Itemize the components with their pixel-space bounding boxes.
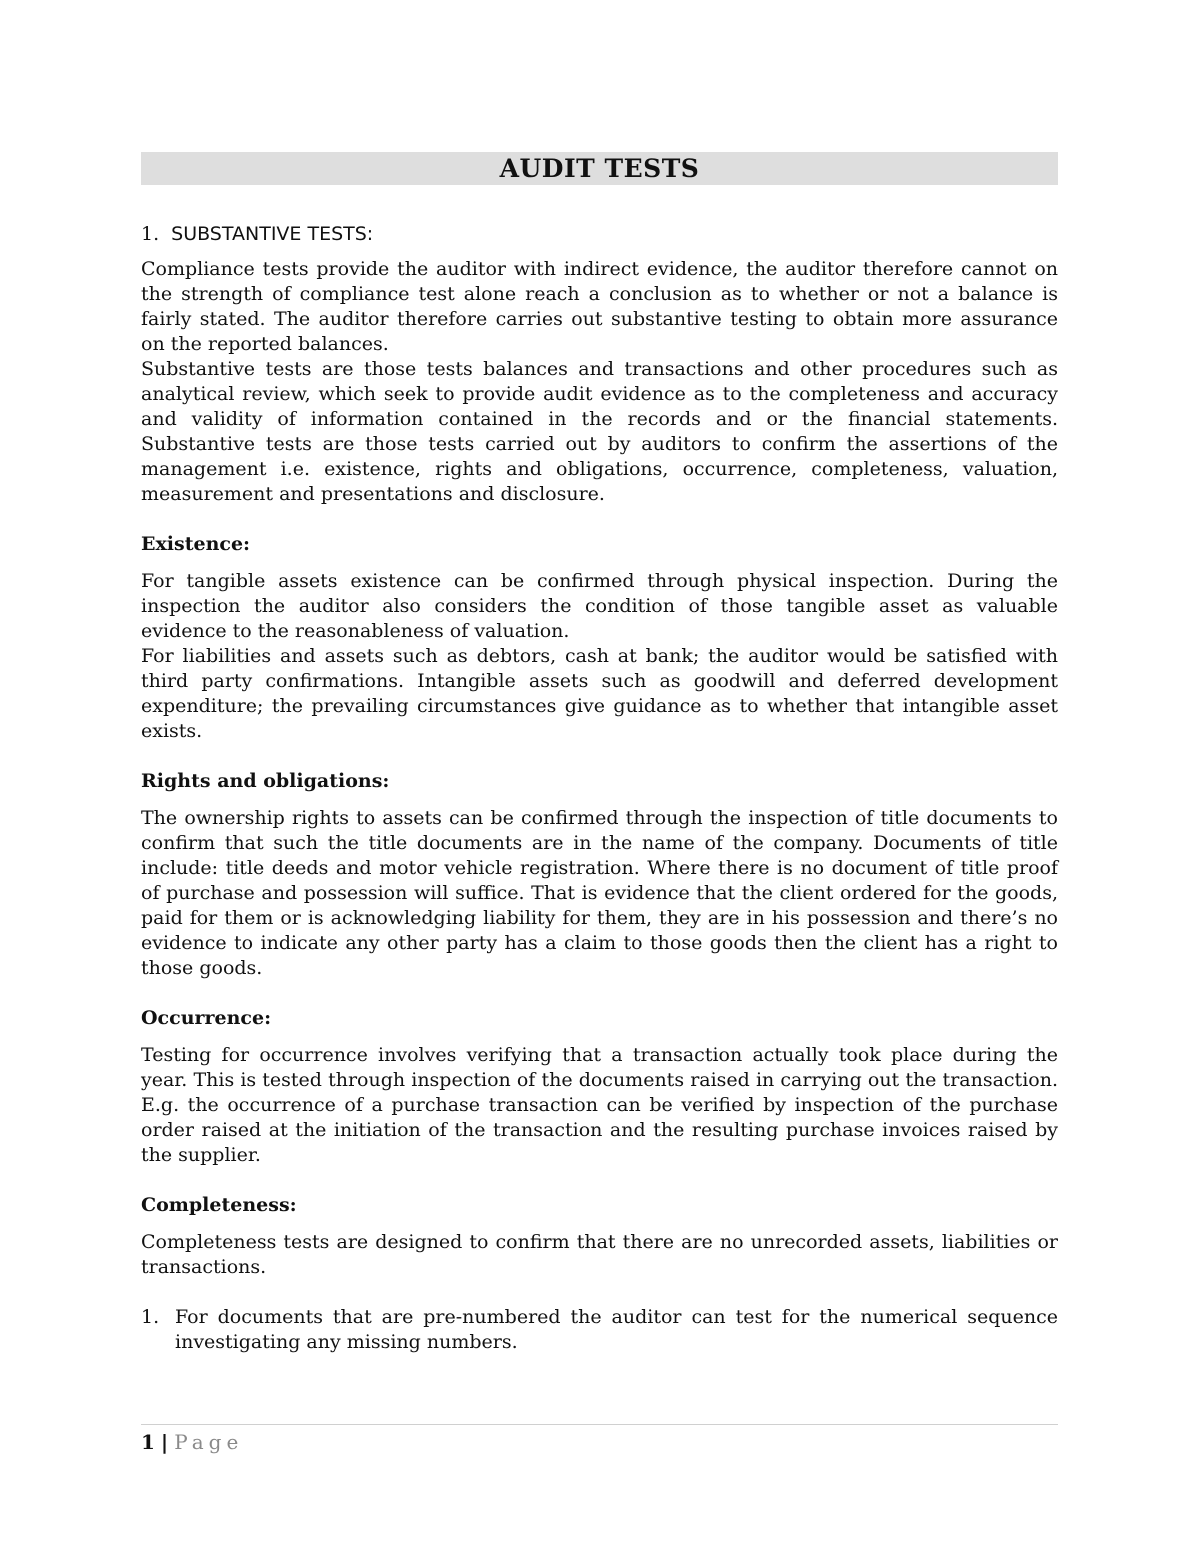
intro-paragraph-2: Substantive tests are those tests balances and transactions and other procedures such as analytical review, which seek to provide audit evidence as to the completeness and accuracy and validity of information contained in the records and or the financial statements. Substantive tests are those tests carried out by auditors to confirm the assertions of the management i.e. existence, rights and obligations, occurrence, completeness, valuation, measurement and presentations and disclosure. [141, 358, 1058, 505]
list-item [141, 1305, 1058, 1355]
footer-separator: | [160, 1430, 169, 1454]
occurrence-paragraph: Testing for occurrence involves verifying that a transaction actually took place during the year. This is tested through inspection of the documents raised in carrying out the transaction. E.g. the occurrence of a purchase transaction can be verified by inspection of the purchase order raised at the initiation of the transaction and the resulting purchase invoices raised by the supplier. [141, 1044, 1058, 1166]
page-label: Page [174, 1430, 244, 1454]
section-label: SUBSTANTIVE TESTS: [171, 223, 374, 245]
existence-heading: Existence: [141, 533, 251, 555]
footer-divider [141, 1424, 1058, 1425]
rights-heading: Rights and obligations: [141, 770, 390, 792]
page-number: 1 [141, 1430, 155, 1454]
list-item-text: For documents that are pre-numbered the auditor can test for the numerical sequence investigating any missing numbers. [175, 1306, 1058, 1353]
page-footer [141, 1430, 243, 1454]
document-title: AUDIT TESTS [141, 152, 1058, 185]
section-number: 1. [141, 223, 160, 245]
occurrence-heading: Occurrence: [141, 1007, 272, 1029]
completeness-paragraph: Completeness tests are designed to confirm that there are no unrecorded assets, liabilities or transactions. [141, 1231, 1058, 1278]
list-item-number: 1. [141, 1306, 160, 1328]
completeness-heading: Completeness: [141, 1194, 297, 1216]
existence-paragraph-2: For liabilities and assets such as debtors, cash at bank; the auditor would be satisfied with third party confirmations. Intangible assets such as goodwill and deferred development expenditure; the prevailing circumstances give guidance as to whether that intangible asset exists. [141, 645, 1058, 742]
document-page [141, 152, 1058, 1355]
rights-paragraph: The ownership rights to assets can be confirmed through the inspection of title documents to confirm that such the title documents are in the name of the company. Documents of title include: title deeds and motor vehicle registration. Where there is no document of title proof of purchase and possession will suffice. That is evidence that the client ordered for the goods, paid for them or is acknowledging liability for them, they are in his possession and there’s no evidence to indicate any other party has a claim to those goods then the client has a right to those goods. [141, 807, 1058, 979]
section-heading [141, 223, 1058, 245]
intro-paragraph-1: Compliance tests provide the auditor with indirect evidence, the auditor therefore cannot on the strength of compliance test alone reach a conclusion as to whether or not a balance is fairly stated. The auditor therefore carries out substantive testing to obtain more assurance on the reported balances. [141, 258, 1058, 355]
existence-paragraph-1: For tangible assets existence can be confirmed through physical inspection. During the inspection the auditor also considers the condition of those tangible asset as valuable evidence to the reasonableness of valuation. [141, 570, 1058, 642]
